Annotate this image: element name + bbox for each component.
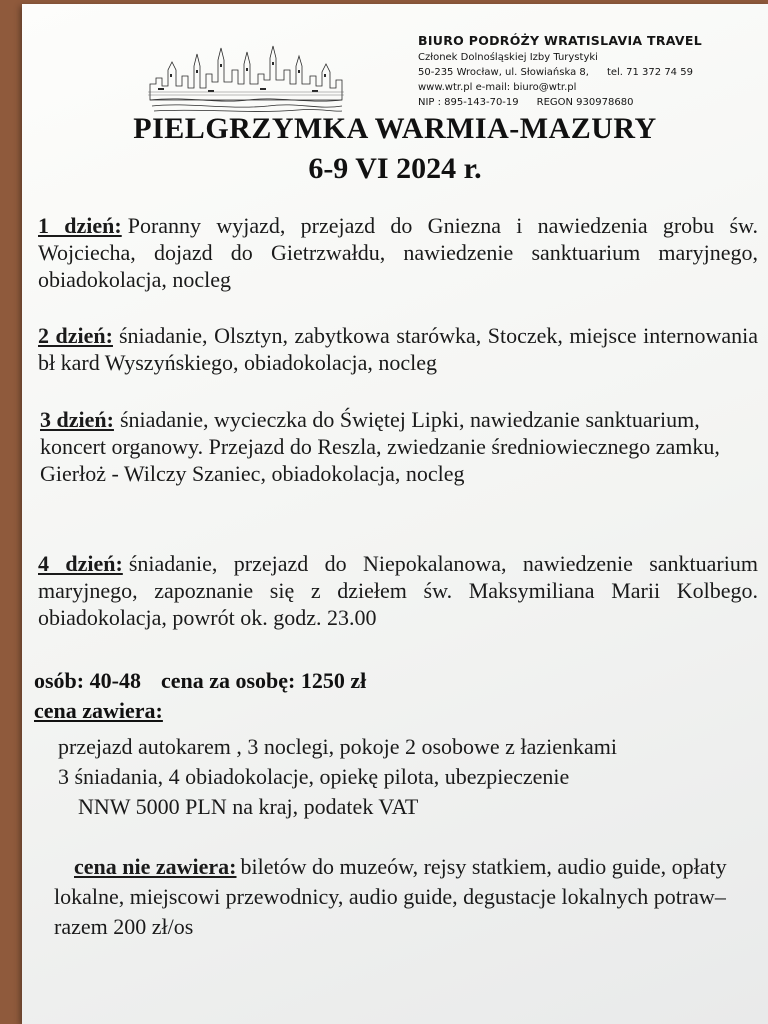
agency-web-email: www.wtr.pl e-mail: biuro@wtr.pl (418, 82, 577, 93)
day-2-label: 2 dzień: (38, 323, 113, 348)
agency-header (418, 32, 758, 110)
includes-line-1: przejazd autokarem , 3 noclegi, pokoje 2 osobowe z łazienkami (58, 734, 617, 759)
excludes-text: biletów do muzeów, rejsy statkiem, audio guide, opłaty lokalne, miejscowi przewodnicy, audio guide, degustacje lokalnych potraw– razem 200 zł/os (54, 854, 727, 939)
day-3-paragraph (40, 406, 745, 487)
day-2-paragraph (38, 322, 758, 376)
pilgrimage-dates: 6-9 VI 2024 r. (308, 152, 482, 185)
agency-address: 50-235 Wrocław, ul. Słowiańska 8, (418, 67, 589, 78)
day-1-paragraph (38, 212, 758, 293)
document-sheet (22, 4, 768, 1024)
day-4-paragraph (38, 550, 758, 631)
agency-regon: REGON 930978680 (536, 97, 634, 108)
excludes-label: cena nie zawiera: (74, 854, 237, 879)
day-3-text: śniadanie, wycieczka do Świętej Lipki, nawiedzanie sanktuarium, koncert organowy. Przejazd do Reszla, zwiedzanie średniowiecznego zamku, Gierłoż - Wilczy Szaniec, obiadokolacja, nocleg (40, 407, 720, 486)
agency-address-line (418, 65, 758, 80)
excludes-paragraph (54, 852, 744, 942)
day-2-text: śniadanie, Olsztyn, zabytkowa starówka, Stoczek, miejsce internowania bł kard Wyszyńskiego, obiadokolacja, nocleg (38, 323, 758, 375)
participants-count: osób: 40-48 (34, 668, 141, 693)
day-4-text: śniadanie, przejazd do Niepokalanowa, nawiedzenie sanktuarium maryjnego, zapoznanie się z dziełem św. Maksymiliana Marii Kolbego. obiadokolacja, powrót ok. godz. 23.00 (38, 551, 758, 630)
agency-registry-line (418, 95, 758, 110)
includes-line-3: NNW 5000 PLN na kraj, podatek VAT (78, 794, 419, 819)
agency-nip: NIP : 895-143-70-19 (418, 97, 519, 108)
includes-line-2: 3 śniadania, 4 obiadokolacje, opiekę pilota, ubezpieczenie (58, 764, 570, 789)
day-4-label: 4 dzień: (38, 551, 123, 576)
includes-heading: cena zawiera: (34, 698, 163, 723)
day-1-text: Poranny wyjazd, przejazd do Gniezna i nawiedzenia grobu św. Wojciecha, dojazd do Gietrzwałdu, nawiedzenie sanktuarium maryjnego, obiadokolacja, nocleg (38, 213, 758, 292)
day-1-label: 1 dzień: (38, 213, 122, 238)
price-per-person: cena za osobę: 1250 zł (160, 668, 367, 693)
price-summary (34, 668, 366, 694)
agency-name: BIURO PODRÓŻY WRATISLAVIA TRAVEL (418, 33, 703, 48)
agency-membership: Członek Dolnośląskiej Izby Turystyki (418, 52, 598, 63)
agency-phone: tel. 71 372 74 59 (606, 67, 693, 78)
pilgrimage-title: PIELGRZYMKA WARMIA-MAZURY (133, 112, 657, 145)
city-skyline-logo (148, 40, 344, 114)
day-3-label: 3 dzień: (40, 407, 114, 432)
